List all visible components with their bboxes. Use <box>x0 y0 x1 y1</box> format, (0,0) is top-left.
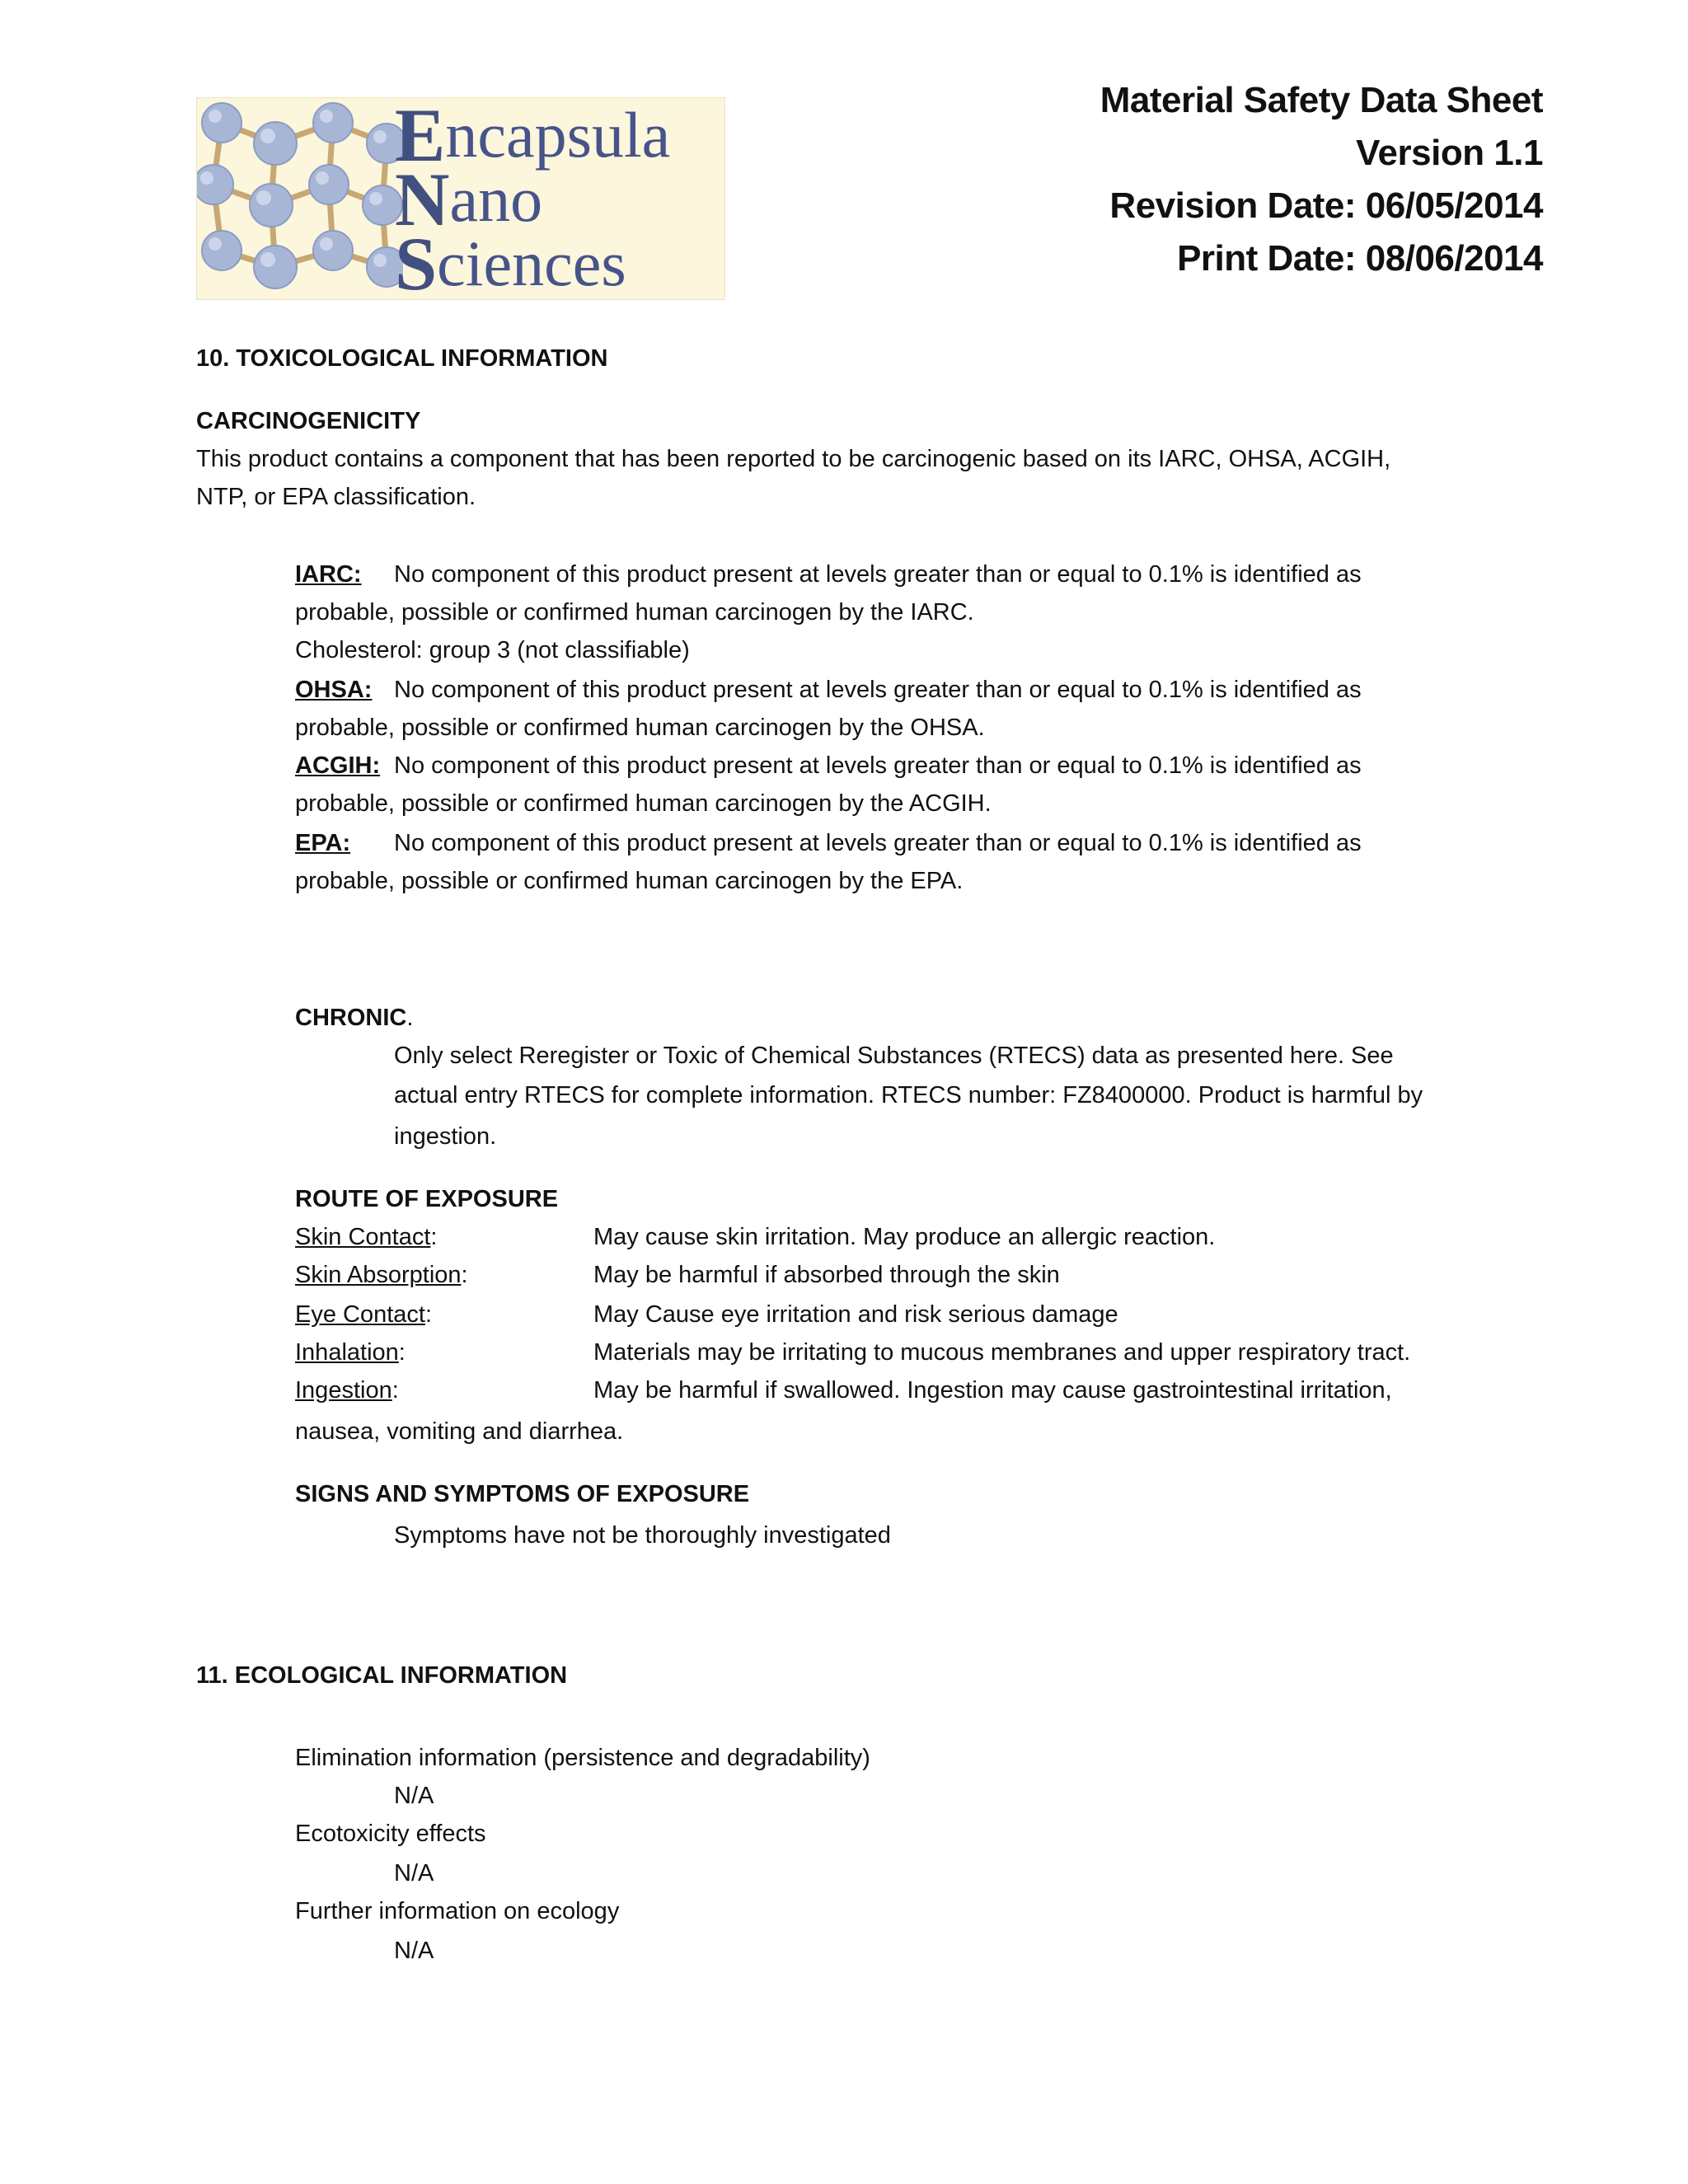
chronic-text-line-1: Only select Reregister or Toxic of Chemical Substances (RTECS) data as presented here. See <box>394 1043 1394 1069</box>
route-label-skin-absorption: Skin Absorption: <box>295 1262 468 1288</box>
chronic-heading: CHRONIC <box>295 1005 407 1031</box>
iarc-label: IARC: <box>295 561 362 588</box>
route-row-ingestion <box>295 1376 1531 1404</box>
eco-item-further-value: N/A <box>394 1938 434 1964</box>
route-label-skin-contact: Skin Contact: <box>295 1224 438 1250</box>
epa-entry-line-1 <box>295 829 1362 857</box>
iarc-entry-line-1 <box>295 560 1362 588</box>
route-value-eye-contact: May Cause eye irritation and risk serious damage <box>593 1301 1118 1328</box>
carcinogenicity-intro-line-2: NTP, or EPA classification. <box>196 484 476 510</box>
acgih-entry-line-2: probable, possible or confirmed human carcinogen by the ACGIH. <box>295 790 992 817</box>
document-version: Version 1.1 <box>1356 133 1543 173</box>
eco-item-elimination-value: N/A <box>394 1783 434 1809</box>
eco-item-ecotoxicity-label: Ecotoxicity effects <box>295 1821 486 1847</box>
ohsa-label: OHSA: <box>295 677 373 703</box>
acgih-text-1: No component of this product present at levels greater than or equal to 0.1% is identified as <box>394 752 1362 779</box>
route-value-inhalation: Materials may be irritating to mucous membranes and upper respiratory tract. <box>593 1339 1411 1366</box>
print-date: Print Date: 08/06/2014 <box>1177 238 1543 279</box>
logo-line-sciences: Sciences <box>395 222 626 300</box>
signs-symptoms-text: Symptoms have not be thoroughly investigated <box>394 1522 891 1549</box>
eco-item-elimination-label: Elimination information (persistence and degradability) <box>295 1745 870 1771</box>
company-logo <box>196 97 725 300</box>
ohsa-text-1: No component of this product present at levels greater than or equal to 0.1% is identified as <box>394 677 1362 703</box>
logo-line-nano: Nano <box>395 157 543 241</box>
route-label-inhalation: Inhalation: <box>295 1339 406 1366</box>
route-of-exposure-heading: ROUTE OF EXPOSURE <box>295 1186 559 1212</box>
route-label-eye-contact: Eye Contact: <box>295 1301 433 1328</box>
route-row-skin-contact <box>295 1223 1531 1251</box>
epa-text-1: No component of this product present at levels greater than or equal to 0.1% is identified as <box>394 830 1362 856</box>
route-row-skin-absorption <box>295 1261 1531 1289</box>
carcinogenicity-intro-line-1: This product contains a component that has been reported to be carcinogenic based on its IARC, OHSA, ACGIH, <box>196 446 1391 472</box>
ohsa-entry-line-2: probable, possible or confirmed human carcinogen by the OHSA. <box>295 715 985 741</box>
chronic-heading-suffix: . <box>406 1005 414 1031</box>
document-header <box>1100 74 1543 285</box>
route-row-eye-contact <box>295 1301 1531 1329</box>
route-label-ingestion: Ingestion: <box>295 1377 399 1404</box>
route-row-inhalation <box>295 1338 1531 1366</box>
revision-date: Revision Date: 06/05/2014 <box>1109 185 1543 226</box>
molecule-lattice-icon <box>197 98 403 299</box>
logo-wordmark <box>395 97 724 300</box>
document-title: Material Safety Data Sheet <box>1100 80 1543 120</box>
iarc-cholesterol-note: Cholesterol: group 3 (not classifiable) <box>295 637 690 663</box>
epa-label: EPA: <box>295 830 351 856</box>
route-value-skin-contact: May cause skin irritation. May produce an allergic reaction. <box>593 1224 1216 1250</box>
route-value-skin-absorption: May be harmful if absorbed through the skin <box>593 1262 1060 1288</box>
chronic-text-line-2: actual entry RTECS for complete information. RTECS number: FZ8400000. Product is harmful by <box>394 1082 1423 1108</box>
iarc-entry-line-2: probable, possible or confirmed human carcinogen by the IARC. <box>295 599 974 626</box>
chronic-heading-line <box>295 1004 413 1032</box>
route-value-ingestion: May be harmful if swallowed. Ingestion may cause gastrointestinal irritation, <box>593 1377 1392 1404</box>
route-ingestion-continuation: nausea, vomiting and diarrhea. <box>295 1418 624 1445</box>
logo-line-encapsula: Encapsula <box>395 97 671 177</box>
signs-symptoms-heading: SIGNS AND SYMPTOMS OF EXPOSURE <box>295 1481 750 1507</box>
acgih-entry-line-1 <box>295 752 1362 780</box>
carcinogenicity-heading: CARCINOGENICITY <box>196 408 421 434</box>
epa-entry-line-2: probable, possible or confirmed human carcinogen by the EPA. <box>295 868 964 894</box>
acgih-label: ACGIH: <box>295 752 381 779</box>
eco-item-further-label: Further information on ecology <box>295 1898 620 1924</box>
section-10-heading: 10. TOXICOLOGICAL INFORMATION <box>196 345 608 372</box>
section-11-heading: 11. ECOLOGICAL INFORMATION <box>196 1662 568 1689</box>
ohsa-entry-line-1 <box>295 676 1362 704</box>
chronic-text-line-3: ingestion. <box>394 1123 497 1150</box>
iarc-text-1: No component of this product present at levels greater than or equal to 0.1% is identified as <box>394 561 1362 588</box>
eco-item-ecotoxicity-value: N/A <box>394 1860 434 1886</box>
